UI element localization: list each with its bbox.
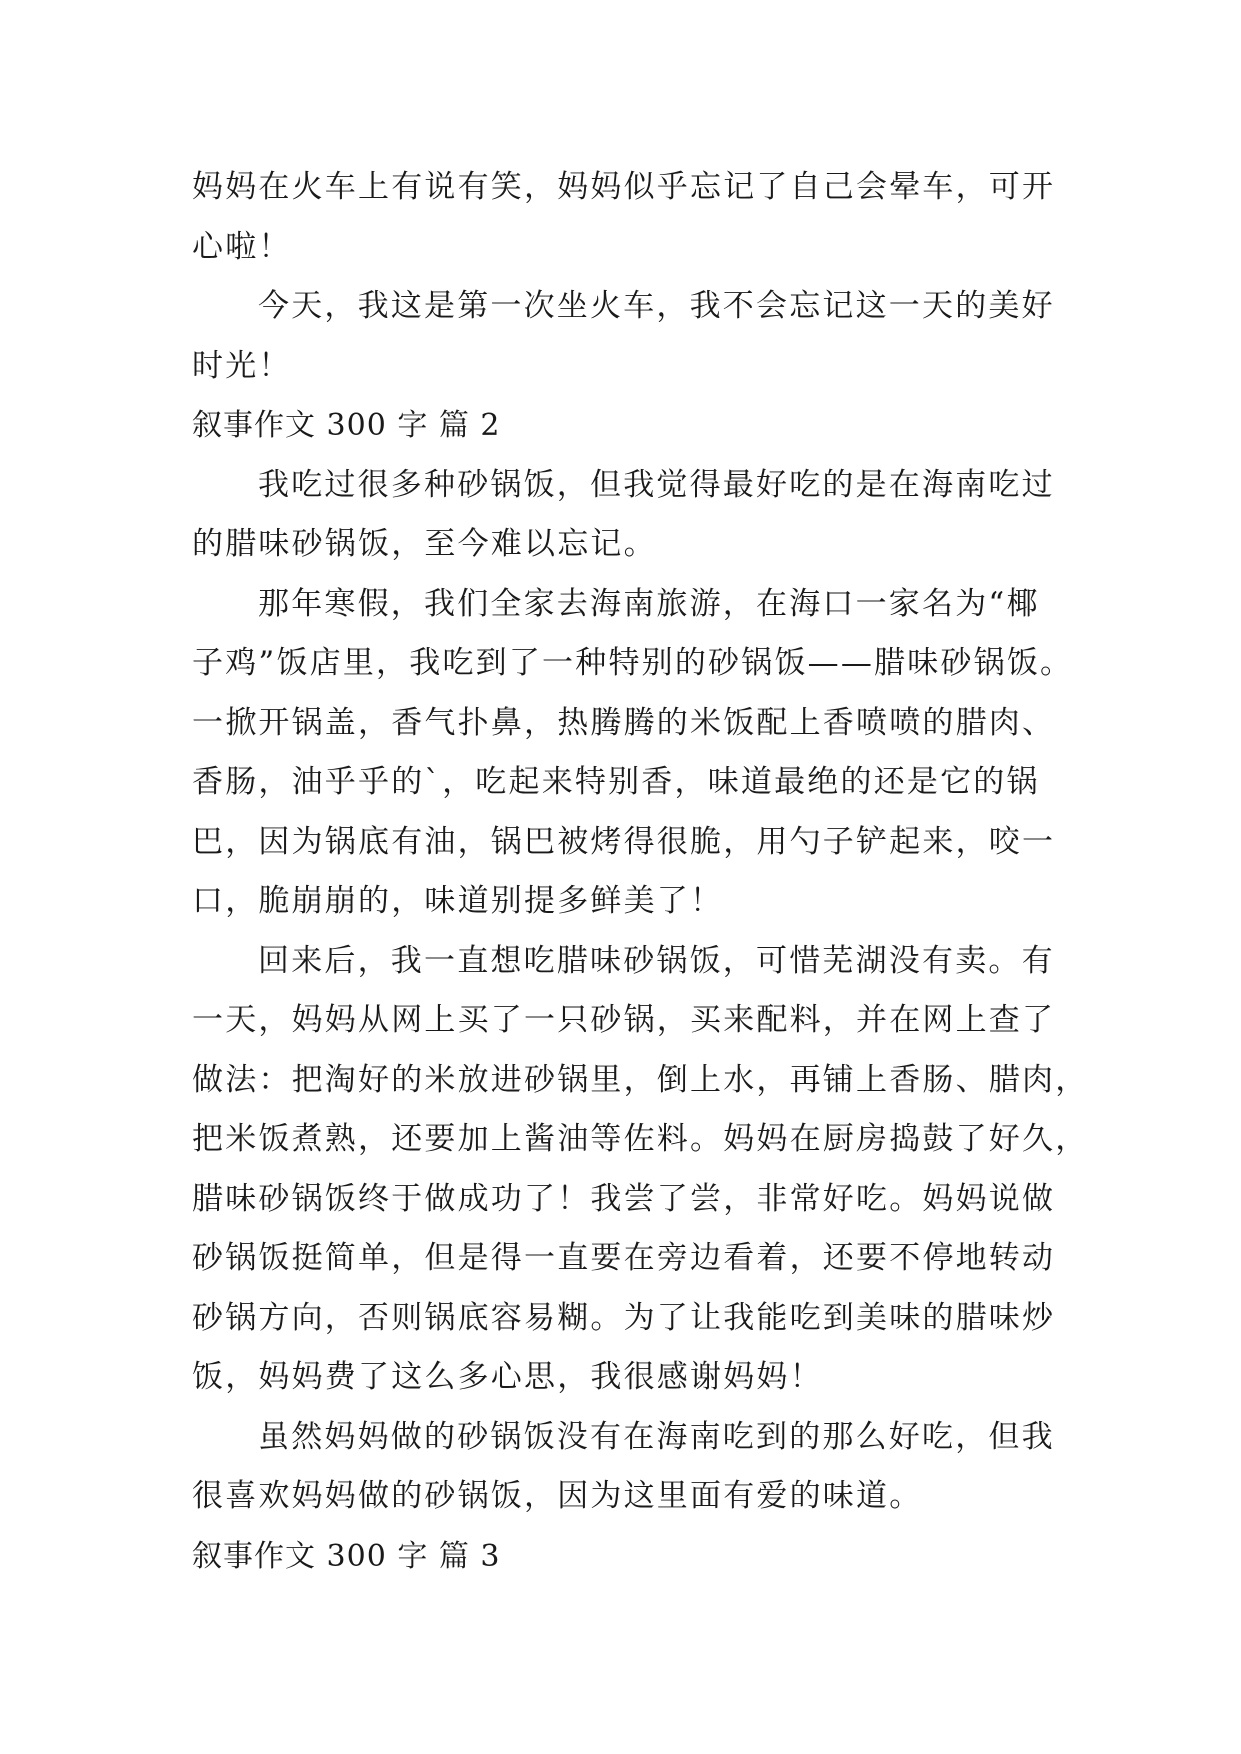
text-line: 今天，我这是第一次坐火车，我不会忘记这一天的美好 [258, 288, 1055, 324]
text-line: 很喜欢妈妈做的砂锅饭，因为这里面有爱的味道。 [192, 1478, 923, 1514]
text-line: 子鸡”饭店里，我吃到了一种特别的砂锅饭——腊味砂锅饭。 [192, 645, 1074, 681]
section-heading: 叙事作文 300 字 篇 2 [192, 408, 501, 443]
text-line: 的腊味砂锅饭，至今难以忘记。 [192, 526, 657, 562]
text-line: 巴，因为锅底有油，锅巴被烤得很脆，用勺子铲起来，咬一 [192, 823, 1056, 860]
text-line: 心啦！ [192, 228, 292, 265]
text-line: 那年寒假，我们全家去海南旅游，在海口一家名为“椰 [258, 585, 1040, 622]
document-body [192, 158, 1089, 1586]
text-line: 妈妈在火车上有说有笑，妈妈似乎忘记了自己会晕车，可开 [192, 169, 1056, 205]
section-heading: 叙事作文 300 字 篇 3 [192, 1538, 501, 1574]
text-line: 时光！ [192, 347, 292, 384]
text-line: 回来后，我一直想吃腊味砂锅饭，可惜芜湖没有卖。有 [258, 942, 1055, 979]
text-line: 把米饭煮熟，还要加上酱油等佐料。妈妈在厨房捣鼓了好久， [192, 1121, 1089, 1157]
text-line: 饭，妈妈费了这么多心思，我很感谢妈妈！ [192, 1359, 823, 1395]
text-line: 我吃过很多种砂锅饭，但我觉得最好吃的是在海南吃过 [258, 466, 1055, 503]
text-line: 虽然妈妈做的砂锅饭没有在海南吃到的那么好吃，但我 [258, 1418, 1055, 1455]
text-line: 砂锅方向，否则锅底容易糊。为了让我能吃到美味的腊味炒 [192, 1299, 1056, 1336]
text-line: 一掀开锅盖，香气扑鼻，热腾腾的米饭配上香喷喷的腊肉、 [192, 704, 1056, 741]
text-line: 香肠，油乎乎的`，吃起来特别香，味道最绝的还是它的锅 [192, 764, 1040, 800]
text-line: 腊味砂锅饭终于做成功了！我尝了尝，非常好吃。妈妈说做 [192, 1180, 1056, 1217]
text-line: 一天，妈妈从网上买了一只砂锅，买来配料，并在网上查了 [192, 1002, 1056, 1038]
text-line: 口，脆崩崩的，味道别提多鲜美了！ [192, 883, 724, 919]
text-line: 做法：把淘好的米放进砂锅里，倒上水，再铺上香肠、腊肉， [192, 1061, 1089, 1098]
text-line: 砂锅饭挺简单，但是得一直要在旁边看着，还要不停地转动 [192, 1240, 1056, 1276]
